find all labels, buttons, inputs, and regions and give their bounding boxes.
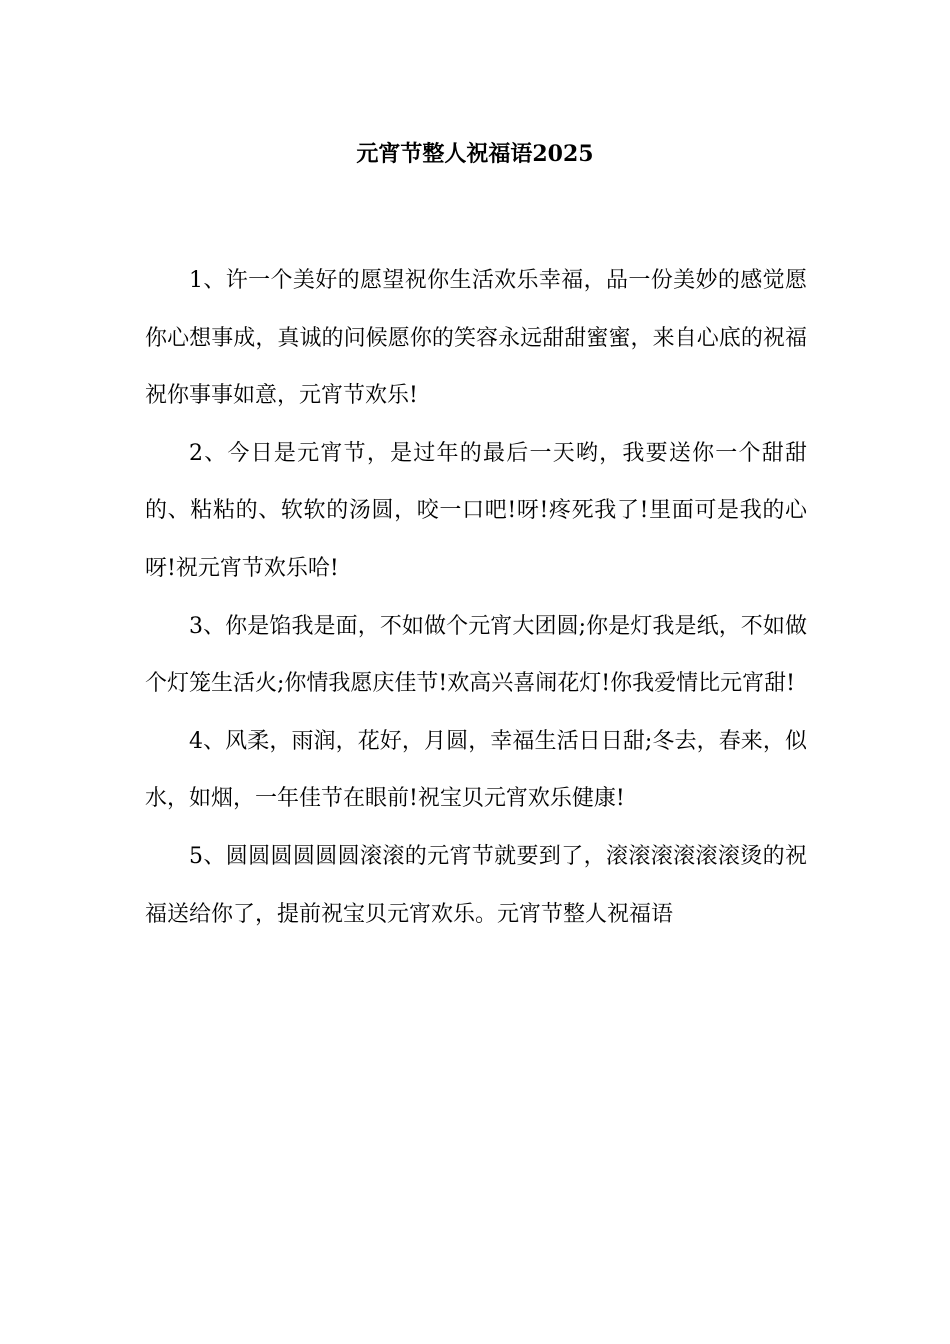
paragraph-4: 4、风柔，雨润，花好，月圆，幸福生活日日甜;冬去，春来，似水，如烟，一年佳节在眼前!祝宝贝元宵欢乐健康! [145, 728, 807, 812]
document-body [145, 252, 807, 943]
paragraph-3: 3、你是馅我是面，不如做个元宵大团圆;你是灯我是纸，不如做个灯笼生活火;你情我愿庆佳节!欢高兴喜闹花灯!你我爱情比元宵甜! [145, 613, 807, 697]
document-title: 元宵节整人祝福语2025 [356, 141, 594, 167]
paragraph-5: 5、圆圆圆圆圆圆滚滚的元宵节就要到了，滚滚滚滚滚滚烫的祝福送给你了，提前祝宝贝元宵欢乐。元宵节整人祝福语 [145, 843, 807, 927]
paragraph-2: 2、今日是元宵节，是过年的最后一天哟，我要送你一个甜甜的、粘粘的、软软的汤圆，咬一口吧!呀!疼死我了!里面可是我的心呀!祝元宵节欢乐哈! [145, 440, 807, 581]
paragraph-1: 1、许一个美好的愿望祝你生活欢乐幸福，品一份美妙的感觉愿你心想事成，真诚的问候愿你的笑容永远甜甜蜜蜜，来自心底的祝福祝你事事如意，元宵节欢乐! [145, 268, 807, 409]
